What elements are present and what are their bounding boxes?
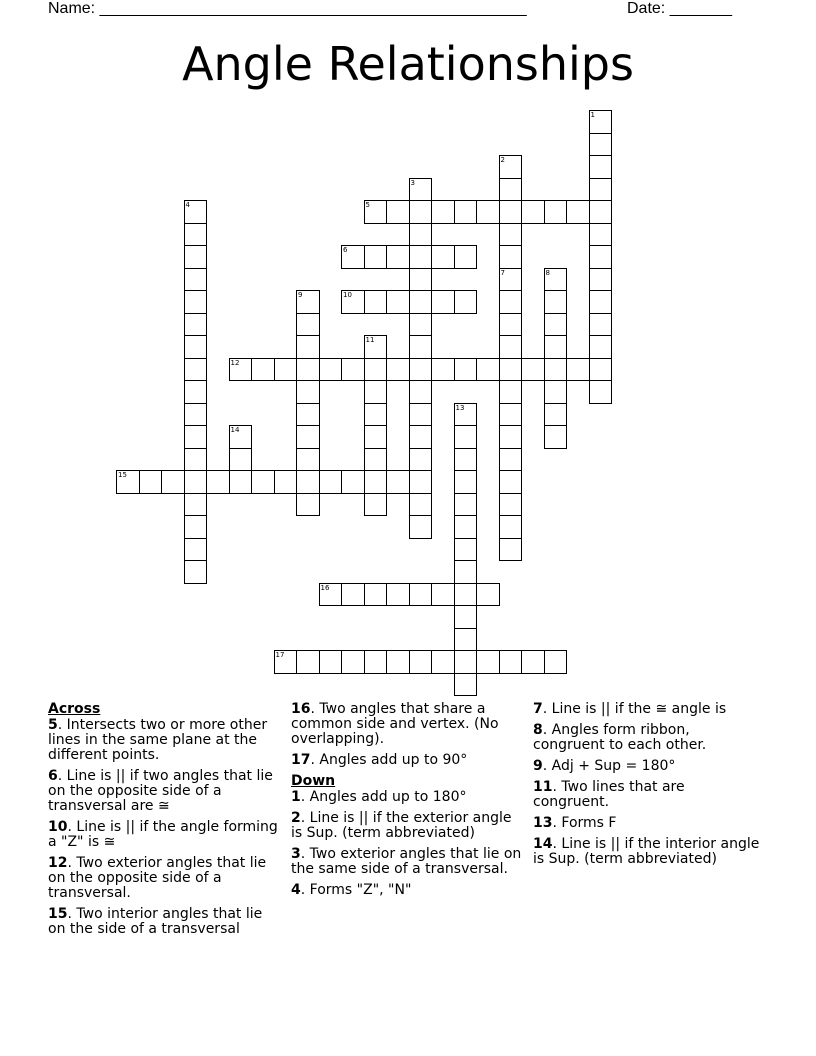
crossword-cell[interactable]: [409, 223, 433, 247]
crossword-cell[interactable]: [431, 358, 455, 382]
crossword-cell[interactable]: [431, 650, 455, 674]
crossword-cell[interactable]: [409, 290, 433, 314]
crossword-cell[interactable]: [409, 583, 433, 607]
across-heading: Across: [48, 701, 101, 717]
crossword-cell[interactable]: [499, 515, 523, 539]
crossword-cell[interactable]: [499, 470, 523, 494]
crossword-cell[interactable]: [184, 493, 208, 517]
cell-number-label: 12: [230, 358, 240, 367]
crossword-cell[interactable]: [139, 470, 163, 494]
crossword-cell[interactable]: [454, 200, 478, 224]
cell-number-label: 5: [365, 201, 370, 209]
crossword-cell[interactable]: [454, 538, 478, 562]
crossword-cell[interactable]: [454, 290, 478, 314]
cell-number-label: 7: [500, 268, 505, 277]
crossword-cell[interactable]: [409, 448, 433, 472]
crossword-cell[interactable]: [229, 448, 253, 472]
crossword-cell[interactable]: [364, 650, 388, 674]
crossword-cell[interactable]: [409, 245, 433, 269]
crossword-cell[interactable]: [499, 493, 523, 517]
crossword-cell[interactable]: [499, 448, 523, 472]
clue-column-2: [291, 702, 523, 904]
crossword-cell[interactable]: [431, 200, 455, 224]
crossword-cell[interactable]: [544, 335, 568, 359]
crossword-cell[interactable]: [184, 470, 208, 494]
crossword-cell[interactable]: [589, 268, 613, 292]
crossword-cell[interactable]: [229, 470, 253, 494]
crossword-cell[interactable]: [544, 313, 568, 337]
clue-down-3: 3. Two exterior angles that lie on the same side of a transversal.: [291, 846, 522, 877]
crossword-cell[interactable]: [499, 200, 523, 224]
cell-number-label: 2: [500, 156, 505, 164]
crossword-cell[interactable]: [184, 448, 208, 472]
crossword-cell[interactable]: [589, 155, 613, 179]
page-title: Angle Relationships: [182, 37, 634, 91]
crossword-cell[interactable]: [296, 313, 320, 337]
crossword-cell[interactable]: [589, 380, 613, 404]
crossword-cell[interactable]: [319, 650, 343, 674]
clue-down-13: 13. Forms F: [533, 815, 617, 831]
crossword-cell[interactable]: [409, 313, 433, 337]
clue-across-10: 10. Line is || if the angle forming a "Z" is ≅: [48, 819, 278, 850]
crossword-cell[interactable]: [184, 268, 208, 292]
crossword-cell[interactable]: [184, 515, 208, 539]
crossword-cell[interactable]: [319, 358, 343, 382]
crossword-cell[interactable]: [476, 200, 500, 224]
crossword-cell[interactable]: [184, 560, 208, 584]
crossword-cell[interactable]: [296, 403, 320, 427]
cell-number-label: 11: [365, 336, 375, 344]
clue-column-1: [48, 702, 280, 943]
crossword-cell[interactable]: [341, 470, 365, 494]
crossword-cell[interactable]: [499, 380, 523, 404]
crossword-cell[interactable]: [251, 470, 275, 494]
crossword-cell[interactable]: [296, 380, 320, 404]
crossword-cell[interactable]: [184, 223, 208, 247]
crossword-cell[interactable]: [364, 425, 388, 449]
crossword-cell[interactable]: [184, 245, 208, 269]
crossword-cell[interactable]: [499, 313, 523, 337]
crossword-cell[interactable]: [409, 200, 433, 224]
crossword-cell[interactable]: [544, 650, 568, 674]
crossword-cell[interactable]: [499, 358, 523, 382]
crossword-cell[interactable]: [184, 290, 208, 314]
crossword-cell[interactable]: [454, 583, 478, 607]
crossword-cell[interactable]: [454, 245, 478, 269]
crossword-cell[interactable]: [184, 358, 208, 382]
crossword-cell[interactable]: [521, 358, 545, 382]
crossword-cell[interactable]: [206, 470, 230, 494]
crossword-cell[interactable]: [499, 290, 523, 314]
crossword-cell[interactable]: [544, 425, 568, 449]
crossword-cell[interactable]: [296, 358, 320, 382]
crossword-cell[interactable]: [184, 335, 208, 359]
clue-down-9: 9. Adj + Sup = 180°: [533, 758, 676, 774]
clue-down-11: 11. Two lines that are congruent.: [533, 779, 685, 810]
crossword-cell[interactable]: [409, 493, 433, 517]
crossword-cell[interactable]: [431, 290, 455, 314]
cell-number-label: 17: [275, 651, 285, 659]
crossword-cell[interactable]: [566, 200, 590, 224]
crossword-cell[interactable]: [296, 425, 320, 449]
crossword-cell[interactable]: [386, 470, 410, 494]
crossword-cell[interactable]: [386, 358, 410, 382]
crossword-cell[interactable]: [589, 178, 613, 202]
crossword-cell[interactable]: [499, 403, 523, 427]
crossword-cell[interactable]: [184, 380, 208, 404]
cell-number-label: 6: [343, 246, 348, 254]
crossword-cell[interactable]: [499, 223, 523, 247]
crossword-cell[interactable]: [454, 470, 478, 494]
crossword-cell[interactable]: [364, 403, 388, 427]
crossword-cell[interactable]: [409, 403, 433, 427]
crossword-cell[interactable]: [454, 448, 478, 472]
crossword-cell[interactable]: [341, 583, 365, 607]
cell-number-label: 9: [298, 291, 303, 299]
cell-number-label: 15: [118, 471, 127, 479]
cell-number-label: 10: [343, 291, 352, 299]
cell-number-label: 4: [185, 201, 190, 209]
crossword-cell[interactable]: [499, 538, 523, 562]
clue-down-7: 7. Line is || if the ≅ angle is: [533, 701, 727, 717]
crossword-cell[interactable]: [499, 650, 523, 674]
name-field-label: Name: ________________________________________________: [48, 0, 527, 17]
clue-down-4: 4. Forms "Z", "N": [291, 882, 412, 898]
crossword-cell[interactable]: [589, 223, 613, 247]
cell-number-label: 8: [545, 268, 550, 277]
crossword-cell[interactable]: [454, 493, 478, 517]
crossword-cell[interactable]: [184, 313, 208, 337]
crossword-cell[interactable]: [409, 358, 433, 382]
crossword-cell[interactable]: [454, 605, 478, 629]
crossword-cell[interactable]: [454, 628, 478, 652]
crossword-cell[interactable]: [544, 290, 568, 314]
crossword-cell[interactable]: [341, 650, 365, 674]
crossword-cell[interactable]: [544, 403, 568, 427]
crossword-cell[interactable]: [454, 650, 478, 674]
crossword-cell[interactable]: [319, 470, 343, 494]
crossword-cell[interactable]: [454, 425, 478, 449]
crossword-cell[interactable]: [184, 403, 208, 427]
crossword-cell[interactable]: [476, 358, 500, 382]
clue-down-8: 8. Angles form ribbon, congruent to each other.: [533, 722, 707, 753]
crossword-cell[interactable]: [386, 200, 410, 224]
crossword-cell[interactable]: [364, 290, 388, 314]
crossword-cell[interactable]: [476, 583, 500, 607]
crossword-cell[interactable]: [409, 515, 433, 539]
crossword-cell[interactable]: [589, 335, 613, 359]
crossword-cell[interactable]: [409, 425, 433, 449]
crossword-cell[interactable]: [431, 583, 455, 607]
crossword-cell[interactable]: [521, 650, 545, 674]
crossword-cell[interactable]: [409, 650, 433, 674]
crossword-cell[interactable]: [589, 358, 613, 382]
crossword-cell[interactable]: [184, 425, 208, 449]
crossword-cell[interactable]: [364, 380, 388, 404]
crossword-cell[interactable]: [364, 493, 388, 517]
crossword-cell[interactable]: [274, 358, 298, 382]
crossword-cell[interactable]: [431, 245, 455, 269]
crossword-cell[interactable]: [409, 470, 433, 494]
crossword-cell[interactable]: [589, 200, 613, 224]
crossword-cell[interactable]: [296, 650, 320, 674]
down-heading: Down: [291, 773, 336, 789]
crossword-cell[interactable]: [296, 335, 320, 359]
crossword-cell[interactable]: [386, 650, 410, 674]
crossword-cell[interactable]: [386, 583, 410, 607]
crossword-cell[interactable]: [589, 133, 613, 157]
crossword-cell[interactable]: [364, 470, 388, 494]
crossword-cell[interactable]: [251, 358, 275, 382]
crossword-cell[interactable]: [296, 493, 320, 517]
crossword-cell[interactable]: [589, 290, 613, 314]
crossword-cell[interactable]: [364, 245, 388, 269]
clue-across-5: 5. Intersects two or more other lines in the same plane at the different points.: [48, 717, 268, 763]
crossword-cell[interactable]: [341, 358, 365, 382]
crossword-cell[interactable]: [364, 448, 388, 472]
crossword-cell[interactable]: [409, 335, 433, 359]
clue-across-15: 15. Two interior angles that lie on the side of a transversal: [48, 906, 263, 937]
clue-across-6: 6. Line is || if two angles that lie on the opposite side of a transversal are ≅: [48, 768, 273, 814]
clue-down-2: 2. Line is || if the exterior angle is Sup. (term abbreviated): [291, 810, 512, 841]
crossword-cell[interactable]: [521, 200, 545, 224]
crossword-cell[interactable]: [454, 560, 478, 584]
cell-number-label: 14: [230, 426, 240, 434]
crossword-cell[interactable]: [296, 470, 320, 494]
crossword-cell[interactable]: [499, 335, 523, 359]
crossword-cell[interactable]: [566, 358, 590, 382]
cell-number-label: 13: [455, 403, 465, 412]
crossword-cell[interactable]: [364, 583, 388, 607]
crossword-cell[interactable]: [454, 358, 478, 382]
crossword-cell[interactable]: [296, 448, 320, 472]
date-field-label: Date: _______: [627, 0, 732, 17]
crossword-cell[interactable]: [544, 358, 568, 382]
crossword-cell[interactable]: [454, 515, 478, 539]
cell-number-label: 16: [320, 583, 330, 592]
crossword-cell[interactable]: [386, 245, 410, 269]
clue-across-16: 16. Two angles that share a common side and vertex. (No overlapping).: [291, 701, 499, 747]
clue-down-1: 1. Angles add up to 180°: [291, 789, 467, 805]
crossword-cell[interactable]: [274, 470, 298, 494]
clue-across-17: 17. Angles add up to 90°: [291, 752, 468, 768]
crossword-cell[interactable]: [499, 178, 523, 202]
crossword-cell[interactable]: [409, 380, 433, 404]
crossword-cell[interactable]: [409, 268, 433, 292]
clue-column-3: [533, 702, 765, 873]
crossword-cell[interactable]: [589, 313, 613, 337]
crossword-cell[interactable]: [364, 358, 388, 382]
crossword-cell[interactable]: [161, 470, 185, 494]
crossword-cell[interactable]: [454, 673, 478, 697]
crossword-cell[interactable]: [499, 245, 523, 269]
crossword-cell[interactable]: [544, 200, 568, 224]
clue-across-12: 12. Two exterior angles that lie on the opposite side of a transversal.: [48, 855, 267, 901]
cell-number-label: 3: [410, 178, 415, 187]
crossword-cell[interactable]: [386, 290, 410, 314]
crossword-cell[interactable]: [544, 380, 568, 404]
crossword-cell[interactable]: [499, 425, 523, 449]
cell-number-label: 1: [590, 111, 595, 119]
crossword-cell[interactable]: [589, 245, 613, 269]
crossword-cell[interactable]: [184, 538, 208, 562]
clue-down-14: 14. Line is || if the interior angle is Sup. (term abbreviated): [533, 836, 760, 867]
crossword-cell[interactable]: [476, 650, 500, 674]
